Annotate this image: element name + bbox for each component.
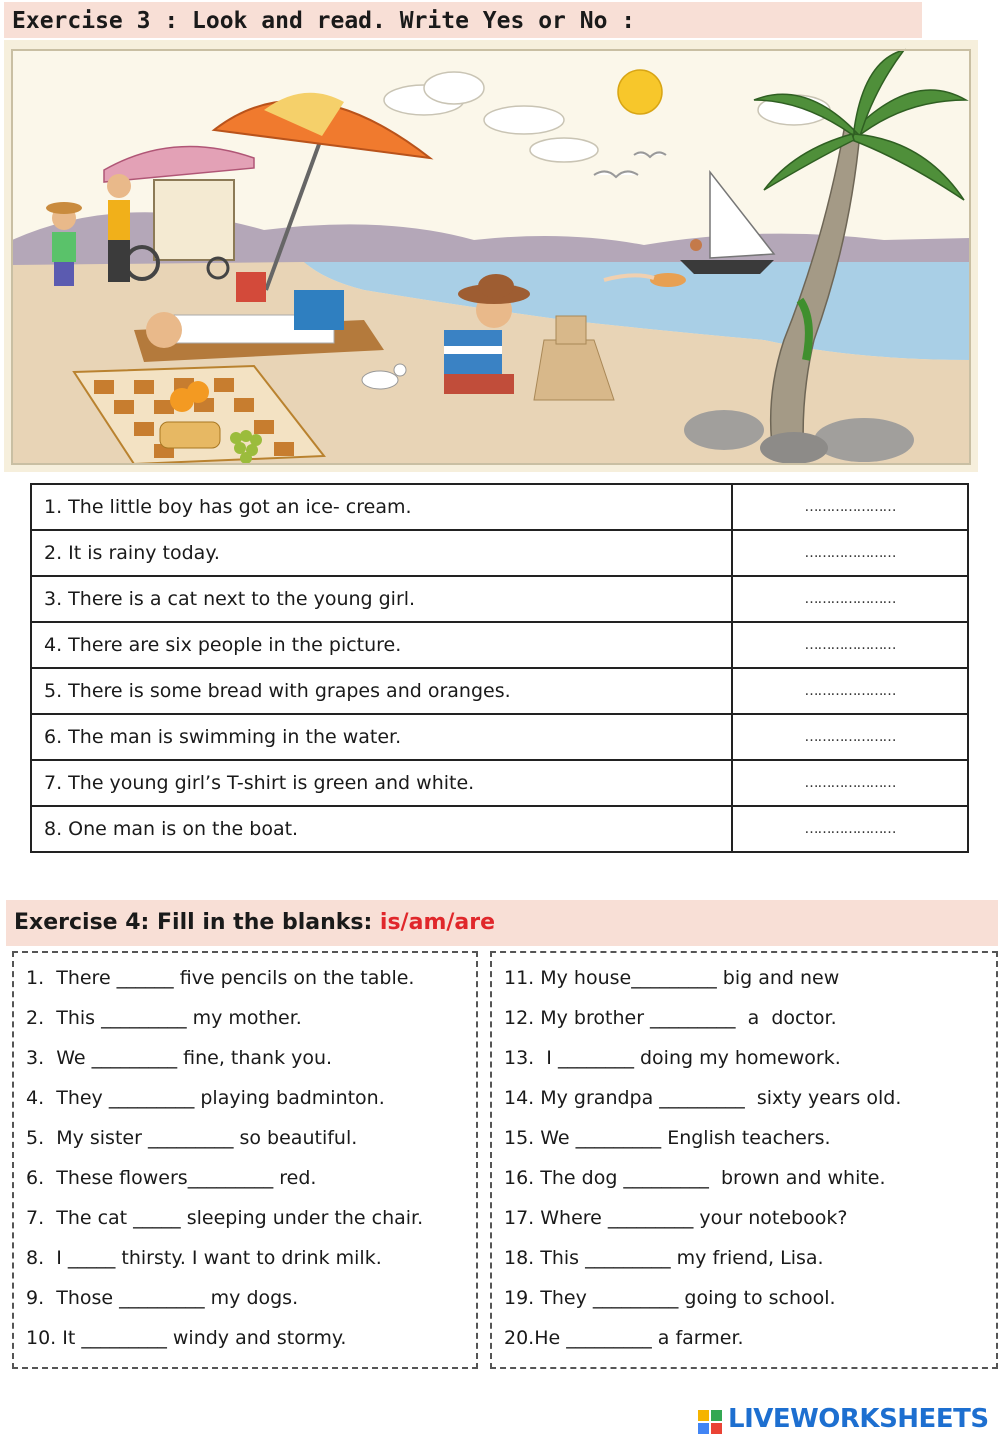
exercise3-statement: 6. The man is swimming in the water. (31, 714, 732, 760)
exercise3-row (31, 576, 968, 622)
fill-blank-item[interactable]: 18. This _________ my friend, Lisa. (504, 1247, 824, 1269)
answer-blank[interactable]: ………………… (732, 760, 968, 806)
fill-blank-item[interactable]: 1. There ______ five pencils on the table. (26, 967, 415, 989)
fill-blank-item[interactable]: 16. The dog _________ brown and white. (504, 1167, 886, 1189)
exercise3-statement: 4. There are six people in the picture. (31, 622, 732, 668)
exercise3-statement: 2. It is rainy today. (31, 530, 732, 576)
exercise3-table (30, 483, 969, 853)
exercise4-right-box (490, 951, 998, 1369)
exercise4-left-box (12, 951, 478, 1369)
fill-blank-item[interactable]: 10. It _________ windy and stormy. (26, 1327, 347, 1349)
exercise3-statement: 3. There is a cat next to the young girl. (31, 576, 732, 622)
logo-text: LIVEWORKSHEETS (728, 1404, 989, 1434)
exercise3-statement: 5. There is some bread with grapes and oranges. (31, 668, 732, 714)
answer-blank[interactable]: ………………… (732, 484, 968, 530)
exercise3-row (31, 622, 968, 668)
answer-blank[interactable]: ………………… (732, 668, 968, 714)
exercise4-title-text: Exercise 4: Fill in the blanks: (14, 910, 380, 935)
answer-blank[interactable]: ………………… (732, 530, 968, 576)
answer-blank[interactable]: ………………… (732, 622, 968, 668)
exercise4-left-list (26, 967, 423, 1367)
fill-blank-item[interactable]: 5. My sister _________ so beautiful. (26, 1127, 358, 1149)
fill-blank-item[interactable]: 14. My grandpa _________ sixty years old. (504, 1087, 902, 1109)
exercise3-statement: 1. The little boy has got an ice- cream. (31, 484, 732, 530)
fill-blank-item[interactable]: 20.He _________ a farmer. (504, 1327, 744, 1349)
fill-blank-item[interactable]: 2. This _________ my mother. (26, 1007, 302, 1029)
fill-blank-item[interactable]: 17. Where _________ your notebook? (504, 1207, 848, 1229)
fill-blank-item[interactable]: 8. I _____ thirsty. I want to drink milk. (26, 1247, 382, 1269)
liveworksheets-logo[interactable] (698, 1404, 989, 1434)
fill-blank-item[interactable]: 15. We _________ English teachers. (504, 1127, 831, 1149)
exercise4-options: is/am/are (379, 910, 496, 935)
answer-blank[interactable]: ………………… (732, 714, 968, 760)
exercise3-row (31, 806, 968, 852)
fill-blank-item[interactable]: 3. We _________ fine, thank you. (26, 1047, 333, 1069)
fill-blank-item[interactable]: 9. Those _________ my dogs. (26, 1287, 299, 1309)
exercise3-row (31, 714, 968, 760)
fill-blank-item[interactable]: 12. My brother _________ a doctor. (504, 1007, 837, 1029)
fill-blank-item[interactable]: 13. I ________ doing my homework. (504, 1047, 841, 1069)
fill-blank-item[interactable]: 4. They _________ playing badminton. (26, 1087, 385, 1109)
fill-blank-item[interactable]: 19. They _________ going to school. (504, 1287, 836, 1309)
exercise4-right-list (504, 967, 901, 1367)
fill-blank-item[interactable]: 6. These flowers_________ red. (26, 1167, 317, 1189)
exercise3-row (31, 760, 968, 806)
exercise4-title (14, 910, 495, 935)
exercise3-row (31, 530, 968, 576)
exercise3-statement: 8. One man is on the boat. (31, 806, 732, 852)
fill-blank-item[interactable]: 11. My house_________ big and new (504, 967, 840, 989)
beach-scene-illustration (4, 40, 978, 472)
exercise3-title: Exercise 3 : Look and read. Write Yes or No : (12, 8, 636, 34)
answer-blank[interactable]: ………………… (732, 806, 968, 852)
exercise3-statement: 7. The young girl’s T-shirt is green and white. (31, 760, 732, 806)
exercise3-row (31, 668, 968, 714)
exercise3-row (31, 484, 968, 530)
answer-blank[interactable]: ………………… (732, 576, 968, 622)
fill-blank-item[interactable]: 7. The cat _____ sleeping under the chair. (26, 1207, 424, 1229)
